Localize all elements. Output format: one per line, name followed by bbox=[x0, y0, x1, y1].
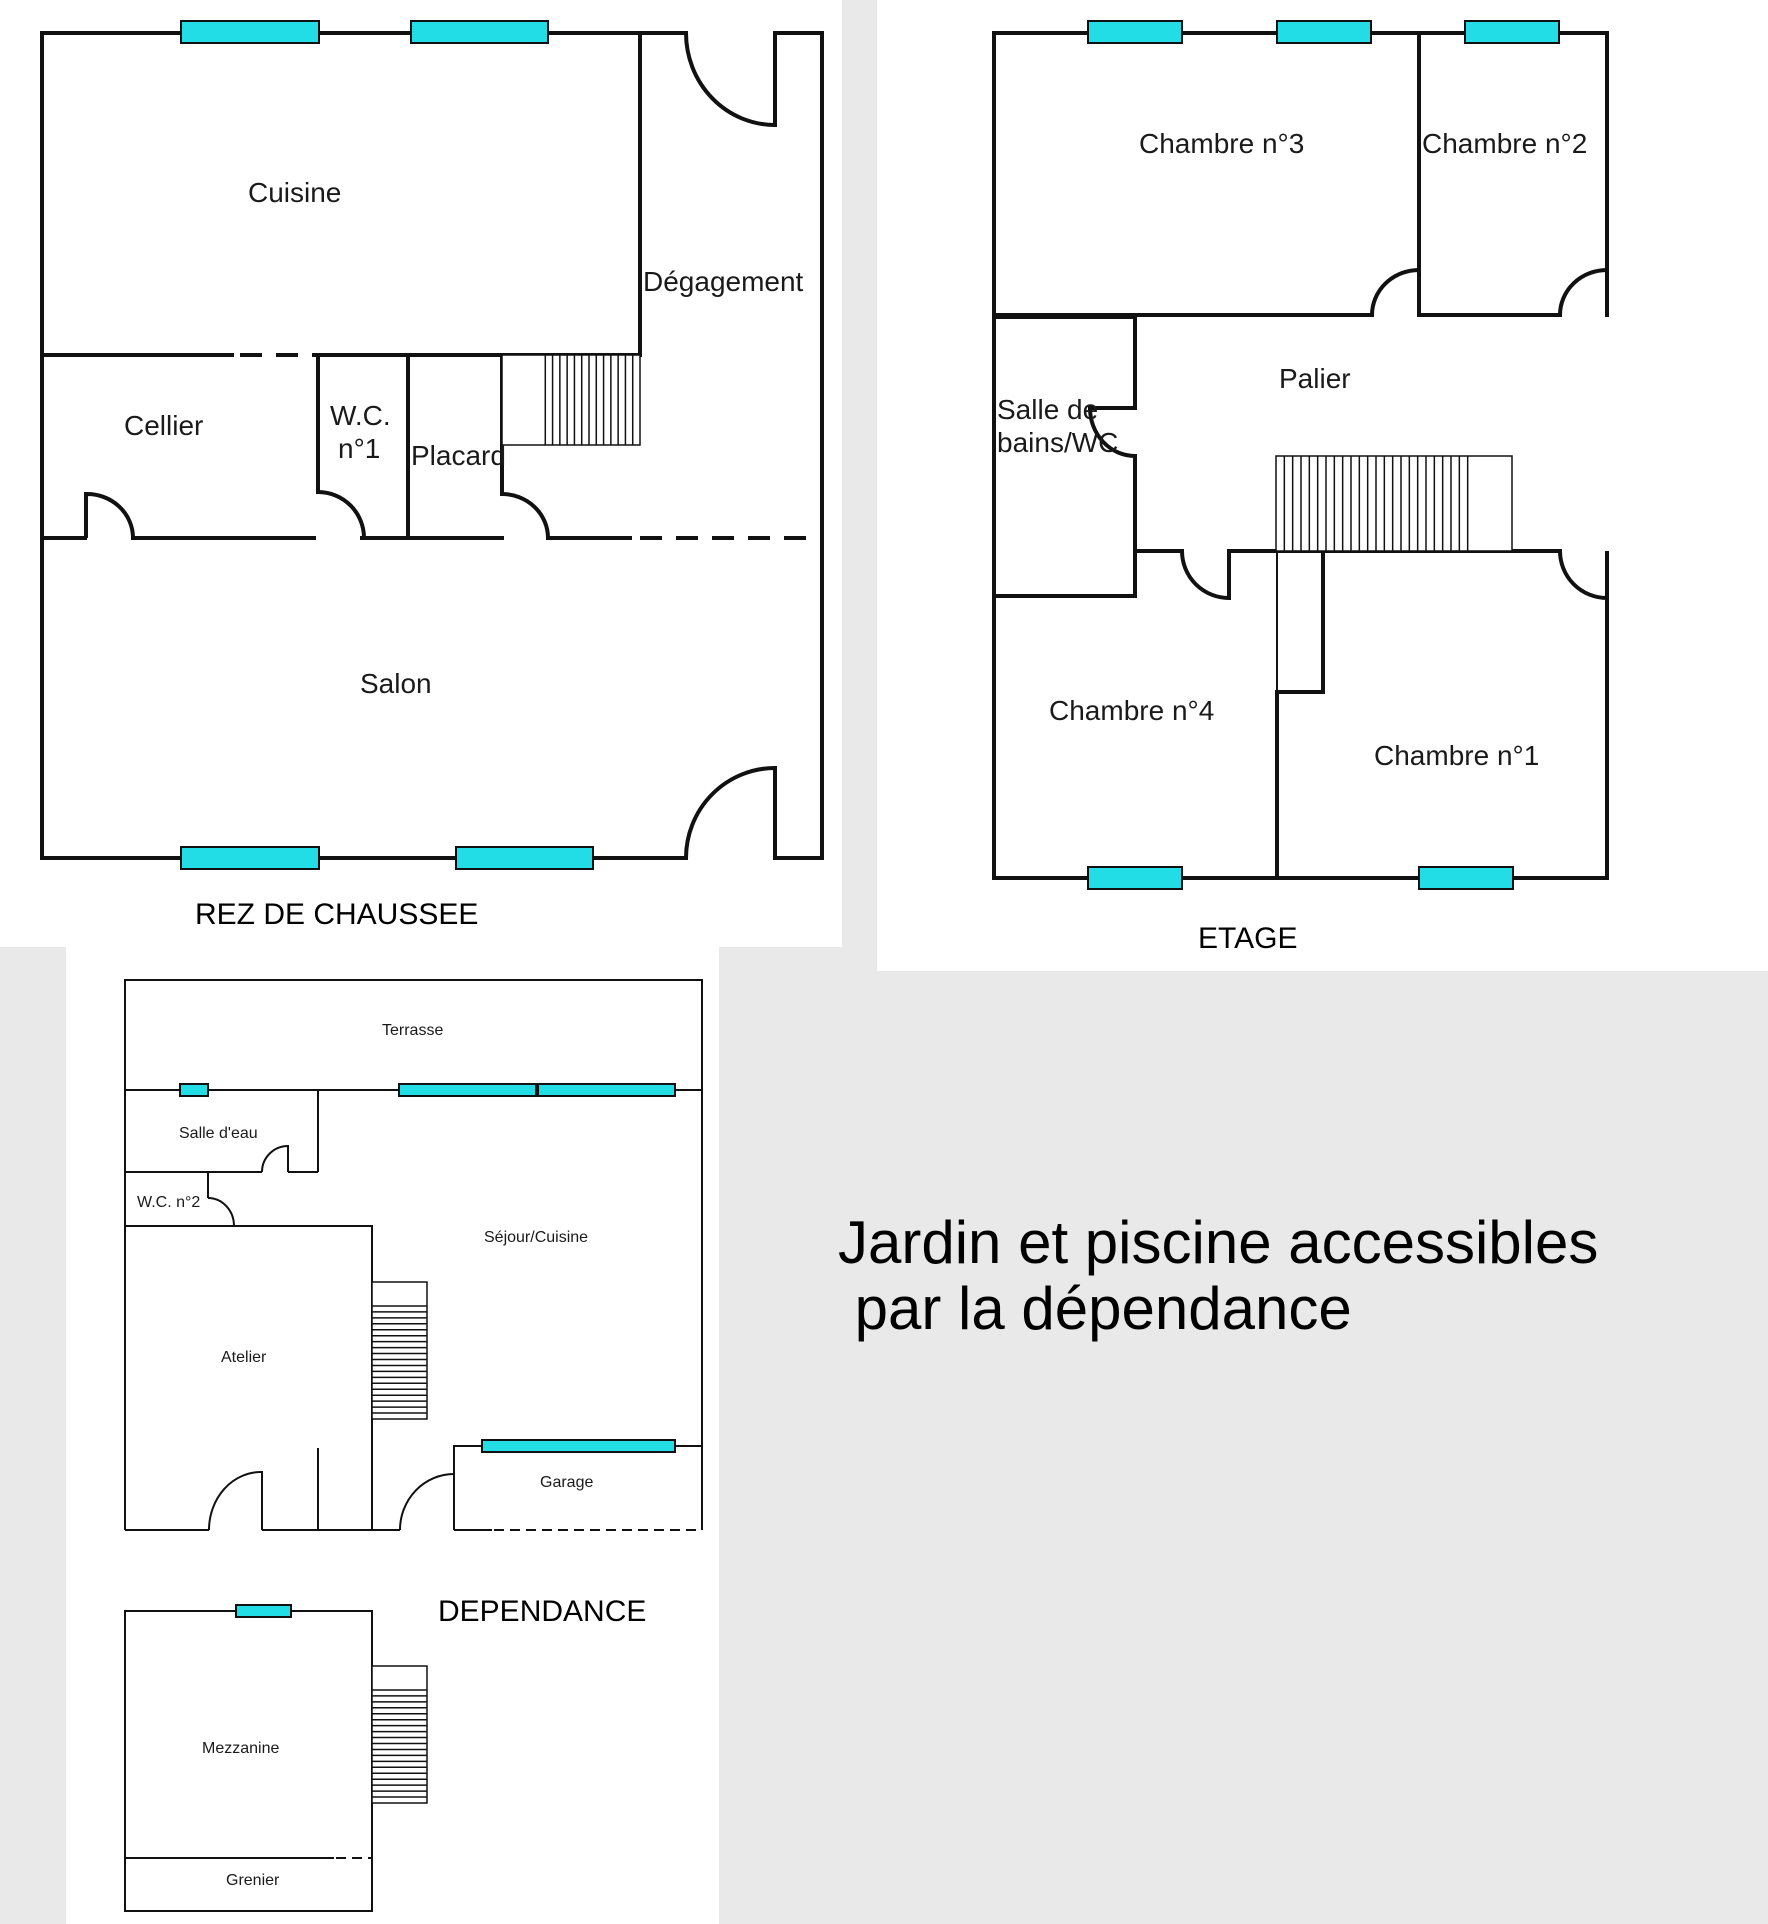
outbuilding-caption: DEPENDANCE bbox=[438, 1595, 647, 1628]
room-label-sejour-cuisine: Séjour/Cuisine bbox=[484, 1229, 589, 1246]
mezzanine-stairs bbox=[372, 1666, 427, 1803]
room-label-chambre3: Chambre n°3 bbox=[1139, 128, 1305, 159]
room-label-salon: Salon bbox=[360, 668, 432, 699]
salle-eau-door[interactable] bbox=[262, 1146, 288, 1172]
room-label-chambre1: Chambre n°1 bbox=[1374, 740, 1540, 771]
ground-floor-caption: REZ DE CHAUSSEE bbox=[195, 898, 479, 931]
wc2-door[interactable] bbox=[208, 1198, 234, 1226]
room-label-atelier: Atelier bbox=[221, 1349, 267, 1366]
garage-side-door[interactable] bbox=[400, 1474, 454, 1530]
room-label-placard: Placard bbox=[411, 440, 506, 471]
sejour-window-1 bbox=[399, 1084, 536, 1096]
room-label-garage: Garage bbox=[540, 1474, 594, 1491]
room-label-salle-eau: Salle d'eau bbox=[179, 1125, 258, 1142]
room-label-degagement: Dégagement bbox=[643, 266, 804, 297]
mezzanine-window bbox=[236, 1605, 291, 1617]
room-label-palier: Palier bbox=[1279, 363, 1351, 394]
sejour-window-2 bbox=[538, 1084, 675, 1096]
atelier-door[interactable] bbox=[209, 1472, 262, 1530]
room-label-wc2: W.C. n°2 bbox=[137, 1194, 201, 1211]
room-label-sdb-line2: bains/WC bbox=[997, 427, 1119, 458]
room-label-wc1-line2: n°1 bbox=[338, 433, 381, 464]
room-label-wc1-line1: W.C. bbox=[330, 400, 391, 431]
room-label-sdb-line1: Salle de bbox=[997, 394, 1099, 425]
outbuilding-stairs bbox=[372, 1282, 427, 1419]
room-label-terrasse: Terrasse bbox=[382, 1022, 444, 1039]
mezzanine-outline bbox=[125, 1611, 372, 1911]
first-floor-caption: ETAGE bbox=[1198, 922, 1298, 955]
atelier-wall bbox=[125, 1226, 372, 1530]
access-note: Jardin et piscine accessibles par la dépendance bbox=[838, 1209, 1599, 1342]
room-label-chambre4: Chambre n°4 bbox=[1049, 695, 1215, 726]
room-label-chambre2: Chambre n°2 bbox=[1422, 128, 1588, 159]
room-label-cellier: Cellier bbox=[124, 410, 204, 441]
room-label-mezzanine: Mezzanine bbox=[202, 1740, 280, 1757]
garage-window bbox=[482, 1440, 675, 1452]
room-label-cuisine: Cuisine bbox=[248, 177, 342, 208]
room-label-grenier: Grenier bbox=[226, 1872, 280, 1889]
salle-eau-window bbox=[180, 1084, 208, 1096]
